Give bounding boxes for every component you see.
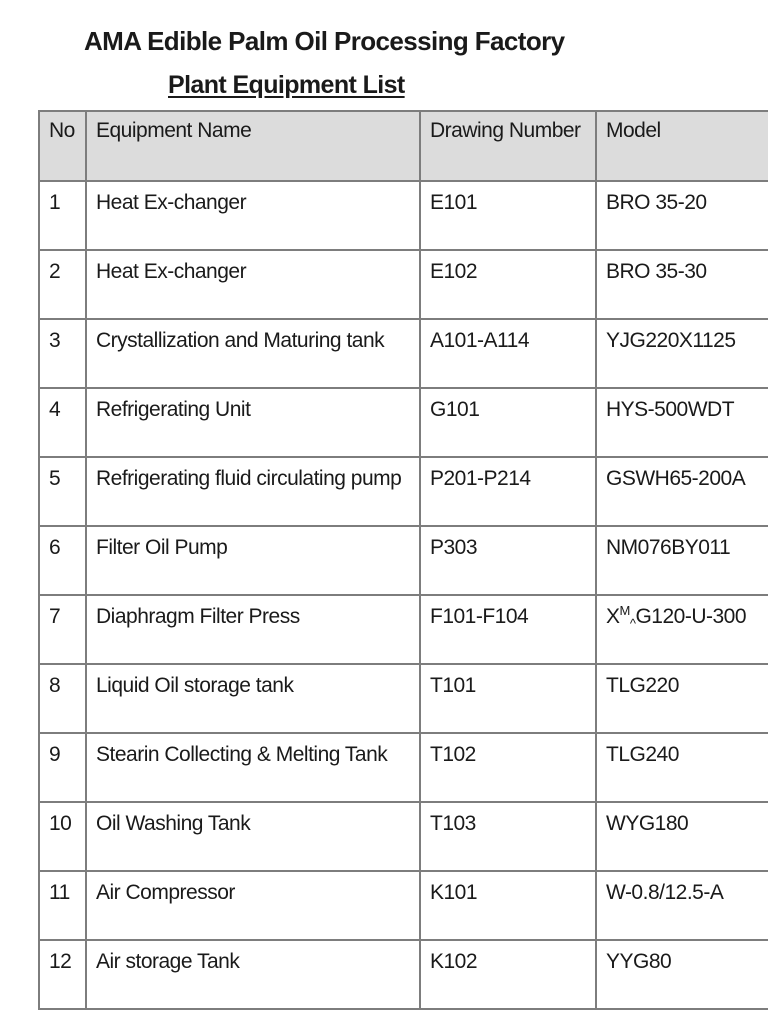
model-suffix: G120-U-300 — [635, 605, 747, 628]
cell-no: 7 — [39, 595, 86, 664]
column-header-no: No — [39, 111, 86, 181]
model-caret: ^ — [629, 616, 636, 632]
table-row — [39, 733, 768, 802]
cell-model: HYS-500WDT — [596, 388, 768, 457]
cell-model: W-0.8/12.5-A — [596, 871, 768, 940]
cell-no: 5 — [39, 457, 86, 526]
column-header-model: Model — [596, 111, 768, 181]
model-superscript: M — [619, 603, 630, 618]
cell-model: YJG220X1125 — [596, 319, 768, 388]
cell-drawing-number: E102 — [420, 250, 596, 319]
cell-equipment-name: Diaphragm Filter Press — [86, 595, 420, 664]
cell-no: 1 — [39, 181, 86, 250]
table-row — [39, 595, 768, 664]
table-row — [39, 664, 768, 733]
cell-model: NM076BY011 — [596, 526, 768, 595]
cell-no: 6 — [39, 526, 86, 595]
cell-equipment-name: Air Compressor — [86, 871, 420, 940]
cell-model: BRO 35-30 — [596, 250, 768, 319]
cell-no: 9 — [39, 733, 86, 802]
cell-drawing-number: E101 — [420, 181, 596, 250]
equipment-table — [38, 110, 768, 1010]
cell-drawing-number: T102 — [420, 733, 596, 802]
cell-equipment-name: Filter Oil Pump — [86, 526, 420, 595]
cell-no: 11 — [39, 871, 86, 940]
cell-model: TLG240 — [596, 733, 768, 802]
document-title: AMA Edible Palm Oil Processing Factory — [84, 26, 565, 56]
cell-model: BRO 35-20 — [596, 181, 768, 250]
table-row — [39, 457, 768, 526]
document-subtitle: Plant Equipment List — [168, 71, 405, 99]
cell-equipment-name: Heat Ex-changer — [86, 250, 420, 319]
cell-no: 2 — [39, 250, 86, 319]
cell-drawing-number: T103 — [420, 802, 596, 871]
column-header-equipment-name: Equipment Name — [86, 111, 420, 181]
cell-no: 4 — [39, 388, 86, 457]
cell-drawing-number: P303 — [420, 526, 596, 595]
cell-equipment-name: Oil Washing Tank — [86, 802, 420, 871]
model-prefix: X — [606, 605, 620, 628]
table-row — [39, 181, 768, 250]
table-row — [39, 250, 768, 319]
cell-equipment-name: Crystallization and Maturing tank — [86, 319, 420, 388]
table-row — [39, 940, 768, 1009]
cell-drawing-number: F101-F104 — [420, 595, 596, 664]
cell-equipment-name: Refrigerating fluid circulating pump — [86, 457, 420, 526]
cell-model: GSWH65-200A — [596, 457, 768, 526]
cell-model — [596, 595, 768, 664]
table-row — [39, 802, 768, 871]
cell-drawing-number: G101 — [420, 388, 596, 457]
cell-drawing-number: K101 — [420, 871, 596, 940]
cell-no: 12 — [39, 940, 86, 1009]
cell-model: YYG80 — [596, 940, 768, 1009]
cell-equipment-name: Stearin Collecting & Melting Tank — [86, 733, 420, 802]
table-row — [39, 388, 768, 457]
cell-no: 10 — [39, 802, 86, 871]
cell-equipment-name: Liquid Oil storage tank — [86, 664, 420, 733]
cell-drawing-number: P201-P214 — [420, 457, 596, 526]
cell-equipment-name: Air storage Tank — [86, 940, 420, 1009]
table-header-row — [39, 111, 768, 181]
cell-model: TLG220 — [596, 664, 768, 733]
cell-drawing-number: T101 — [420, 664, 596, 733]
cell-no: 8 — [39, 664, 86, 733]
cell-equipment-name: Refrigerating Unit — [86, 388, 420, 457]
table-row — [39, 319, 768, 388]
cell-drawing-number: K102 — [420, 940, 596, 1009]
cell-equipment-name: Heat Ex-changer — [86, 181, 420, 250]
table-row — [39, 871, 768, 940]
cell-drawing-number: A101-A114 — [420, 319, 596, 388]
cell-no: 3 — [39, 319, 86, 388]
table-row — [39, 526, 768, 595]
cell-model: WYG180 — [596, 802, 768, 871]
column-header-drawing-number: Drawing Number — [420, 111, 596, 181]
